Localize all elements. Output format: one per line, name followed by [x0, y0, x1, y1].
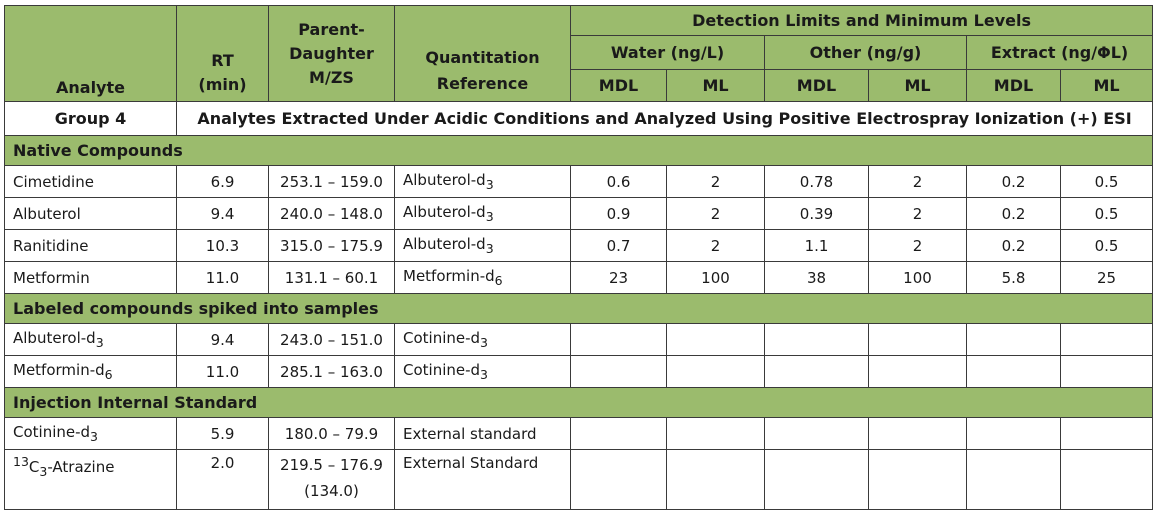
detection-limits-table [4, 5, 1153, 510]
parent-daughter-cell: 315.0 – 175.9 [269, 230, 395, 262]
water-mdl-cell: 0.7 [571, 230, 667, 262]
header-extract-ml: ML [1061, 70, 1153, 102]
empty-cell [1061, 450, 1153, 510]
empty-cell [571, 450, 667, 510]
analyte-cell: Cimetidine [5, 166, 177, 198]
water-mdl-cell: 23 [571, 262, 667, 294]
header-water: Water (ng/L) [571, 36, 765, 70]
table-row [5, 262, 1153, 294]
extract-mdl-cell: 5.8 [967, 262, 1061, 294]
analyte-cell: Cotinine-$d_3$ [5, 418, 177, 450]
table-row [5, 198, 1153, 230]
section-native-compounds: Native Compounds [5, 136, 1153, 166]
other-mdl-cell: 0.78 [765, 166, 869, 198]
header-detection-limits: Detection Limits and Minimum Levels [571, 6, 1153, 36]
quantitation-reference-cell: Cotinine-$d_3$ [395, 324, 571, 356]
header-rt: RT (min) [177, 6, 269, 102]
header-analyte: Analyte [5, 6, 177, 102]
other-mdl-cell: 1.1 [765, 230, 869, 262]
empty-cell [869, 356, 967, 388]
header-other: Other (ng/g) [765, 36, 967, 70]
rt-cell: 9.4 [177, 324, 269, 356]
header-water-mdl: MDL [571, 70, 667, 102]
empty-cell [869, 418, 967, 450]
empty-cell [667, 418, 765, 450]
rt-cell: 9.4 [177, 198, 269, 230]
quantitation-reference-cell: Cotinine-$d_3$ [395, 356, 571, 388]
empty-cell [967, 324, 1061, 356]
water-ml-cell: 100 [667, 262, 765, 294]
header-other-ml: ML [869, 70, 967, 102]
parent-daughter-cell: 219.5 – 176.9 (134.0) [269, 450, 395, 510]
parent-daughter-cell: 131.1 – 60.1 [269, 262, 395, 294]
analyte-cell: Metformin-$d_6$ [5, 356, 177, 388]
header-water-ml: ML [667, 70, 765, 102]
parent-daughter-cell: 180.0 – 79.9 [269, 418, 395, 450]
group-label: Group 4 [5, 102, 177, 136]
empty-cell [765, 324, 869, 356]
empty-cell [1061, 356, 1153, 388]
empty-cell [667, 324, 765, 356]
table-row [5, 166, 1153, 198]
water-ml-cell: 2 [667, 166, 765, 198]
extract-mdl-cell: 0.2 [967, 198, 1061, 230]
other-ml-cell: 2 [869, 198, 967, 230]
quantitation-reference-cell: Albuterol-$d_3$ [395, 166, 571, 198]
header-other-mdl: MDL [765, 70, 869, 102]
empty-cell [765, 450, 869, 510]
empty-cell [571, 324, 667, 356]
analyte-cell: $^{13}C_3$-Atrazine [5, 450, 177, 510]
parent-daughter-cell: 253.1 – 159.0 [269, 166, 395, 198]
quantitation-reference-cell: Metformin-$d_6$ [395, 262, 571, 294]
quantitation-reference-cell: External standard [395, 418, 571, 450]
extract-ml-cell: 0.5 [1061, 230, 1153, 262]
parent-daughter-cell: 240.0 – 148.0 [269, 198, 395, 230]
extract-mdl-cell: 0.2 [967, 166, 1061, 198]
analyte-cell: Albuterol-$d_3$ [5, 324, 177, 356]
parent-daughter-cell: 285.1 – 163.0 [269, 356, 395, 388]
quantitation-reference-cell: Albuterol-$d_3$ [395, 230, 571, 262]
water-ml-cell: 2 [667, 198, 765, 230]
other-mdl-cell: 0.39 [765, 198, 869, 230]
table-row [5, 356, 1153, 388]
empty-cell [967, 418, 1061, 450]
empty-cell [1061, 324, 1153, 356]
group-description: Analytes Extracted Under Acidic Conditions and Analyzed Using Positive Electrospray Ionization (+) ESI [177, 102, 1153, 136]
empty-cell [571, 356, 667, 388]
other-ml-cell: 2 [869, 230, 967, 262]
extract-ml-cell: 0.5 [1061, 198, 1153, 230]
empty-cell [1061, 418, 1153, 450]
other-ml-cell: 2 [869, 166, 967, 198]
quantitation-reference-cell: Albuterol-$d_3$ [395, 198, 571, 230]
table-row [5, 324, 1153, 356]
parent-daughter-cell: 243.0 – 151.0 [269, 324, 395, 356]
empty-cell [765, 418, 869, 450]
header-quantitation-reference: Quantitation Reference [395, 6, 571, 102]
analyte-cell: Ranitidine [5, 230, 177, 262]
header-extract-mdl: MDL [967, 70, 1061, 102]
rt-cell: 11.0 [177, 262, 269, 294]
empty-cell [667, 450, 765, 510]
empty-cell [765, 356, 869, 388]
other-ml-cell: 100 [869, 262, 967, 294]
empty-cell [571, 418, 667, 450]
extract-mdl-cell: 0.2 [967, 230, 1061, 262]
analyte-cell: Albuterol [5, 198, 177, 230]
extract-ml-cell: 0.5 [1061, 166, 1153, 198]
rt-cell: 6.9 [177, 166, 269, 198]
empty-cell [967, 450, 1061, 510]
empty-cell [667, 356, 765, 388]
table-row [5, 418, 1153, 450]
analyte-cell: Metformin [5, 262, 177, 294]
empty-cell [967, 356, 1061, 388]
rt-cell: 5.9 [177, 418, 269, 450]
section-injection-internal-standard: Injection Internal Standard [5, 388, 1153, 418]
water-ml-cell: 2 [667, 230, 765, 262]
rt-cell: 10.3 [177, 230, 269, 262]
water-mdl-cell: 0.9 [571, 198, 667, 230]
rt-cell: 11.0 [177, 356, 269, 388]
water-mdl-cell: 0.6 [571, 166, 667, 198]
header-extract: Extract (ng/ΦL) [967, 36, 1153, 70]
rt-cell: 2.0 [177, 450, 269, 510]
table-row [5, 450, 1153, 510]
header-parent-daughter: Parent-Daughter M/ZS [269, 6, 395, 102]
other-mdl-cell: 38 [765, 262, 869, 294]
section-labeled-compounds: Labeled compounds spiked into samples [5, 294, 1153, 324]
empty-cell [869, 450, 967, 510]
extract-ml-cell: 25 [1061, 262, 1153, 294]
table-row [5, 230, 1153, 262]
empty-cell [869, 324, 967, 356]
quantitation-reference-cell: External Standard [395, 450, 571, 510]
